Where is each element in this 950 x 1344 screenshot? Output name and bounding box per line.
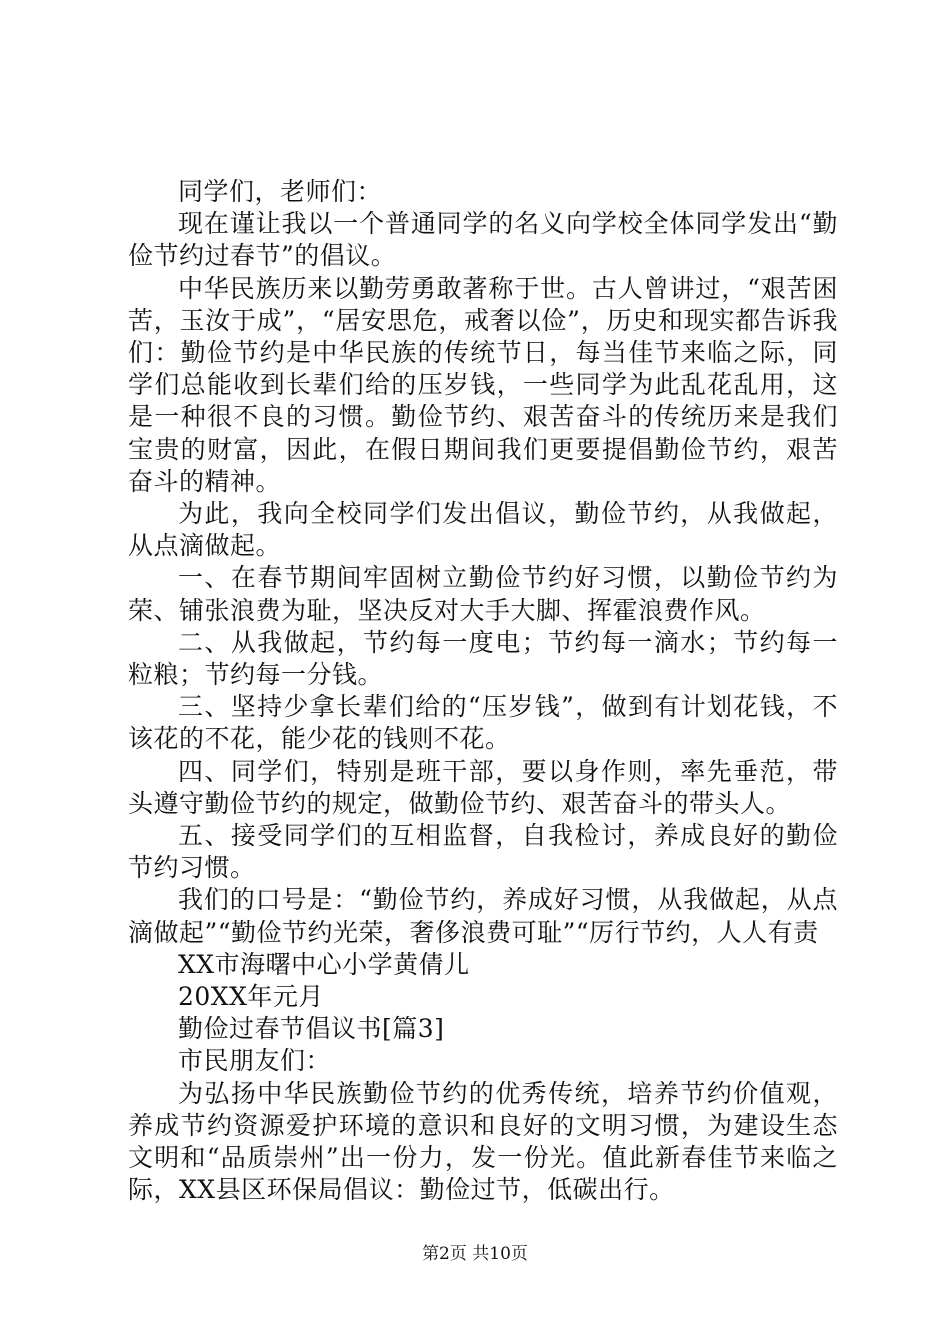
- slogan-paragraph: 我们的口号是：“勤俭节约，养成好习惯，从我做起，从点滴做起”“勤俭节约光荣，奢侈浪费可耻”“厉行节约，人人有责: [128, 885, 838, 947]
- page-number-footer: 第2页 共10页: [422, 1244, 528, 1264]
- list-item: 三、坚持少拿长辈们给的“压岁钱”，做到有计划花钱，不该花的不花，能少花的钱则不花。: [128, 692, 838, 754]
- paragraph: 为此，我向全校同学们发出倡议，勤俭节约，从我做起，从点滴做起。: [128, 499, 838, 561]
- paragraph: 现在谨让我以一个普通同学的名义向学校全体同学发出“勤俭节约过春节”的倡议。: [128, 209, 838, 271]
- paragraph: 中华民族历来以勤劳勇敢著称于世。古人曾讲过，“艰苦困苦，玉汝于成”，“居安思危，戒奢以俭”，历史和现实都告诉我们：勤俭节约是中华民族的传统节日，每当佳节来临之际，同学们总能收到长辈们给的压岁钱，一些同学为此乱花乱用，这是一种很不良的习惯。勤俭节约、艰苦奋斗的传统历来是我们宝贵的财富，因此，在假日期间我们更要提倡勤俭节约，艰苦奋斗的精神。: [128, 273, 838, 496]
- list-item: 一、在春节期间牢固树立勤俭节约好习惯，以勤俭节约为荣、铺张浪费为耻，坚决反对大手大脚、挥霍浪费作风。: [128, 563, 838, 625]
- greeting: 同学们，老师们：: [178, 177, 383, 206]
- list-item: 二、从我做起，节约每一度电；节约每一滴水；节约每一粒粮；节约每一分钱。: [128, 627, 838, 690]
- greeting: 市民朋友们：: [178, 1046, 332, 1076]
- list-item: 四、同学们，特别是班干部，要以身作则，率先垂范，带头遵守勤俭节约的规定，做勤俭节约、艰苦奋斗的带头人。: [128, 756, 838, 818]
- section-title: 勤俭过春节倡议书[篇3]: [178, 1014, 445, 1044]
- signature: XX市海曙中心小学黄倩儿: [178, 949, 470, 979]
- paragraph: 为弘扬中华民族勤俭节约的优秀传统，培养节约价值观，养成节约资源爱护环境的意识和良好的文明习惯，为建设生态文明和“品质崇州”出一份力，发一份光。值此新春佳节来临之际，XX县区环保局倡议：勤俭过节，低碳出行。: [128, 1078, 838, 1205]
- list-item: 五、接受同学们的互相监督，自我检讨，养成良好的勤俭节约习惯。: [128, 821, 838, 883]
- date-line: 20XX年元月: [178, 982, 324, 1012]
- document-body: [128, 176, 838, 1207]
